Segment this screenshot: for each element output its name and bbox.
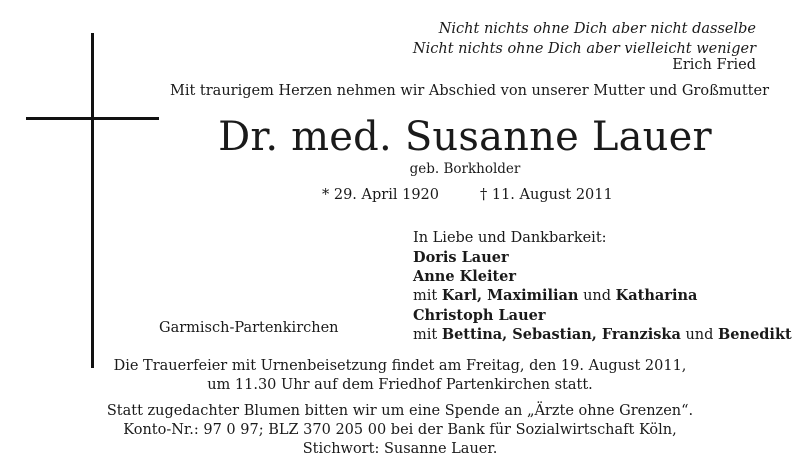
donation-line-3: Stichwort: Susanne Lauer. — [302, 441, 498, 457]
funeral-info — [0, 357, 800, 395]
birth-date: * 29. April 1920 — [322, 187, 439, 203]
mourner-5-last: Benedikt — [718, 326, 792, 343]
intro-text: Mit traurigem Herzen nehmen wir Abschied von unserer Mutter und Großmutter — [170, 83, 770, 99]
mourner-3-names: Karl, Maximilian — [441, 287, 579, 304]
mourner-3-and: und — [578, 288, 616, 304]
mourner-3-last: Katharina — [615, 287, 698, 304]
donation-line-1: Statt zugedachter Blumen bitten wir um eine Spende an „Ärzte ohne Grenzen“. — [106, 403, 694, 419]
deceased-name: Dr. med. Susanne Lauer — [218, 114, 712, 160]
quote-author: Erich Fried — [672, 57, 756, 73]
quote-line-1: Nicht nichts ohne Dich aber nicht dasselbe — [438, 21, 756, 37]
quote-line-2: Nicht nichts ohne Dich aber vielleicht weniger — [412, 41, 756, 57]
donation-line-2: Konto-Nr.: 97 0 97; BLZ 370 205 00 bei der Bank für Sozialwirtschaft Köln, — [123, 422, 677, 438]
mourners-heading: In Liebe und Dankbarkeit: — [413, 230, 607, 246]
place-name: Garmisch-Partenkirchen — [159, 320, 339, 336]
mourner-5-names: Bettina, Sebastian, Franziska — [441, 326, 681, 343]
mourner-2: Anne Kleiter — [413, 268, 517, 285]
donation-info — [0, 402, 800, 459]
mourners-list — [413, 229, 792, 345]
mourner-5-prefix: mit — [413, 327, 442, 343]
mourner-3-prefix: mit — [413, 288, 442, 304]
funeral-line-2: um 11.30 Uhr auf dem Friedhof Partenkirchen statt. — [207, 377, 593, 393]
mourner-1: Doris Lauer — [413, 249, 509, 266]
mourner-5-and: und — [680, 327, 719, 343]
mourner-4: Christoph Lauer — [413, 307, 546, 324]
cross-vertical-bar — [91, 33, 94, 368]
death-date: † 11. August 2011 — [480, 187, 613, 203]
mourner-3 — [413, 286, 792, 306]
maiden-name: geb. Borkholder — [409, 161, 521, 177]
funeral-line-1: Die Trauerfeier mit Urnenbeisetzung findet am Freitag, den 19. August 2011, — [113, 358, 687, 374]
mourner-5 — [413, 325, 792, 345]
